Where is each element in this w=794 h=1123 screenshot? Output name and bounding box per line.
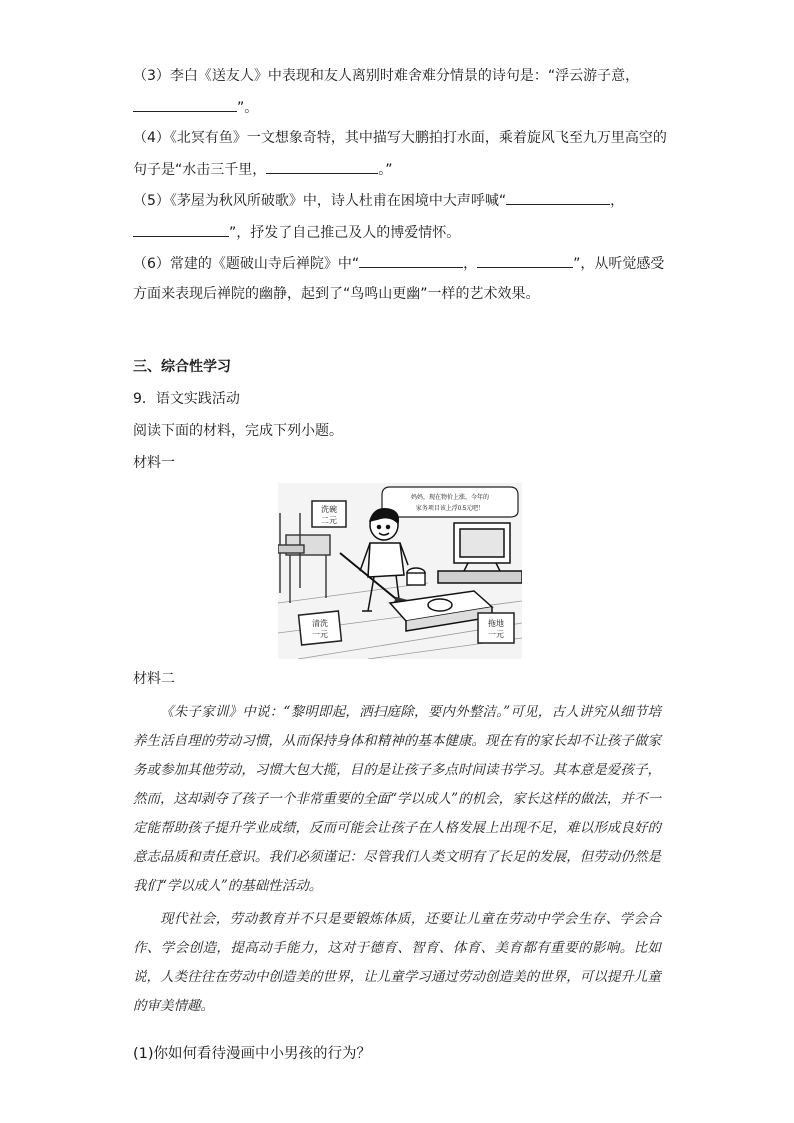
q9-instruction: 阅读下面的材料，完成下列小题。: [133, 423, 343, 439]
svg-text:一元: 一元: [312, 630, 328, 639]
svg-text:妈妈，现在物价上涨，今年的: 妈妈，现在物价上涨，今年的: [410, 495, 490, 501]
q8-item5-line1: （5）《茅屋为秋风所破歌》中，诗人杜甫在困境中大声呼喊“ ，: [133, 190, 624, 211]
svg-text:清洗: 清洗: [312, 619, 328, 628]
sign-clean: [299, 611, 342, 645]
svg-text:洗碗: 洗碗: [321, 505, 337, 514]
answer-blank[interactable]: [266, 159, 378, 174]
q8-item6-line2: 方面来表现后禅院的幽静，起到了“鸟鸣山更幽”一样的艺术效果。: [133, 286, 540, 302]
svg-text:拖地: 拖地: [488, 619, 504, 628]
material2-paragraph-1: 《朱子家训》中说：“黎明即起，洒扫庭除，要内外整洁。”可见，古人讲究从细节培养生活自理的劳动习惯，从而保持身体和精神的基本健康。现在有的家长却不让孩子做家务或参加其他劳动，习惯大包大揽，目的是让孩子多点时间读书学习。其本意是爱孩子，然而，这却剥夺了孩子一个非常重要的全面“学以成人”的机会，家长这样的做法，并不一定能帮助孩子提升学业成绩，反而可能会让孩子在人格发展上出现不足，难以形成良好的意志品质和责任意识。我们必须谨记：尽管我们人类文明有了长足的发展，但劳动仍然是我们“学以成人”的基础性活动。: [133, 704, 661, 894]
cartoon-image: [278, 483, 522, 659]
question-1: (1)你如何看待漫画中小男孩的行为？: [133, 1046, 372, 1062]
answer-blank[interactable]: [359, 253, 463, 268]
q8-item3-line2: ”。: [133, 97, 258, 118]
material2-paragraph-2: 现代社会，劳动教育并不只是要锻炼体质，还要让儿童在劳动中学会生存、学会合作、学会创造，提高动手能力，这对于德育、智育、体育、美育都有重要的影响。比如说，人类往往在劳动中创造美的世界，让儿童学习通过劳动创造美的世界，可以提升儿童的审美情趣。: [133, 911, 661, 1014]
q9-title: 9．语文实践活动: [133, 391, 240, 407]
svg-text:二元: 二元: [321, 516, 337, 525]
svg-text:家务项目该上浮0.5元吧！: 家务项目该上浮0.5元吧！: [415, 506, 485, 512]
q8-item4-line1: （4）《北冥有鱼》一文想象奇特，其中描写大鹏拍打水面，乘着旋风飞至九万里高空的: [133, 130, 667, 146]
material2-label: 材料二: [133, 671, 175, 687]
section-title: 三、综合性学习: [133, 359, 231, 375]
answer-blank[interactable]: [477, 253, 573, 268]
q8-item5-line2: ”，抒发了自己推己及人的博爱情怀。: [133, 222, 460, 243]
answer-blank[interactable]: [133, 222, 229, 237]
q8-item6-line1: （6）常建的《题破山寺后禅院》中“ ， ”，从听觉感受: [133, 253, 664, 274]
q8-item4-line2: 句子是“水击三千里， 。”: [133, 159, 393, 180]
material1-label: 材料一: [133, 455, 175, 471]
answer-blank[interactable]: [506, 190, 610, 205]
answer-blank[interactable]: [133, 97, 237, 112]
material2-passage: [133, 698, 661, 1021]
svg-text:一元: 一元: [488, 630, 504, 639]
q8-item3-line1: （3）李白《送友人》中表现和友人离别时难舍难分情景的诗句是：“浮云游子意，: [133, 68, 640, 84]
